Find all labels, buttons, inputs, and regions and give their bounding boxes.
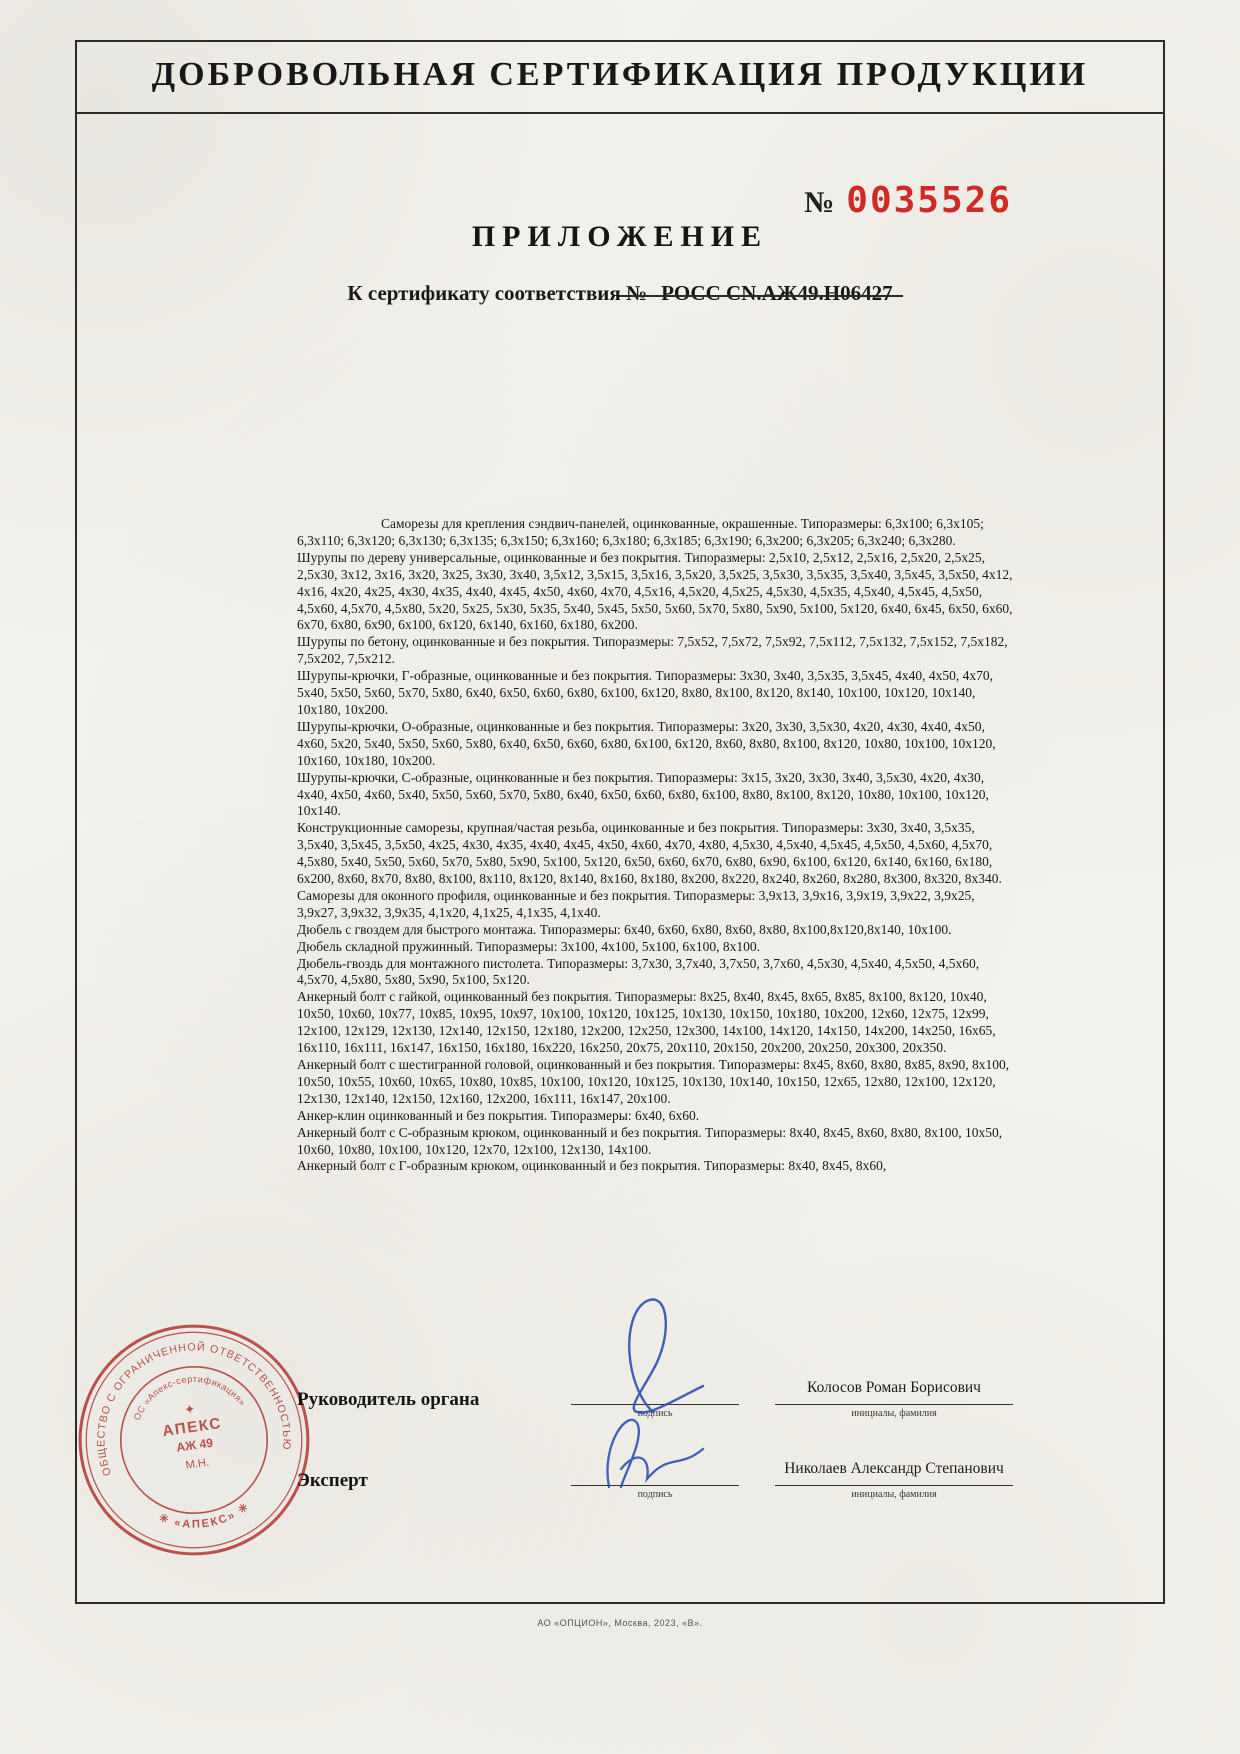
product-paragraph: Анкерный болт с Г-образным крюком, оцинкованный и без покрытия. Типоразмеры: 8х40, 8х45, 8х60, — [297, 1158, 887, 1174]
product-paragraph: Шурупы по бетону, оцинкованные и без покрытия. Типоразмеры: 7,5х52, 7,5х72, 7,5х92, 7,5х112, 7,5х132, 7,5х152, 7,5х182, 7,5х202, 7,5х212. — [297, 634, 1008, 667]
signature-caption: подпись — [637, 1489, 673, 1500]
product-paragraph: Саморезы для крепления сэндвич-панелей, оцинкованные, окрашенные. Типоразмеры: 6,3х100; 6,3х105; 6,3х110; 6,3х120; 6,3х130; 6,3х135; 6,3х150; 6,3х160; 6,3х180; 6,3х185; 6,3х190; 6,3х200; 6,3х205; 6,3х240; 6,3х280. — [297, 516, 984, 548]
appendix-title: ПРИЛОЖЕНИЕ — [471, 220, 769, 253]
expert-signature-line — [571, 1449, 739, 1486]
name-caption: инициалы, фамилия — [851, 1408, 937, 1419]
print-house-footer: АО «ОПЦИОН», Москва, 2023, «В». — [537, 1618, 703, 1628]
header-divider — [75, 112, 1165, 114]
head-name-field — [775, 1379, 1013, 1419]
name-caption: инициалы, фамилия — [851, 1489, 937, 1500]
stamp-center-name: АПЕКС — [161, 1414, 223, 1441]
product-paragraph: Саморезы для оконного профиля, оцинкованные и без покрытия. Типоразмеры: 3,9х13, 3,9х16, 3,9х19, 3,9х22, 3,9х25, 3,9х27, 3,9х32, 3,9х35, 4,1х20, 4,1х25, 4,1х35, 4,1х40. — [297, 887, 975, 920]
certificate-reference-label: К сертификату соответствия № — [347, 281, 648, 305]
expert-name-field — [775, 1460, 1013, 1500]
product-paragraph: Анкерный болт с гайкой, оцинкованный без покрытия. Типоразмеры: 8х25, 8х40, 8х45, 8х65, 8х85, 8х100, 8х120, 10х40, 10х50, 10х60, 10х77, 10х85, 10х95, 10х97, 10х100, 10х120, 10х125, 10х130, 10х150, 10х180, 10х200, 12х60, 12х75, 12х99, 12х100, 12х129, 12х130, 12х140, 12х150, 12х180, 12х200, 12х250, 12х300, 14х100, 14х120, 14х150, 14х200, 14х250, 16х65, 16х110, 16х111, 16х147, 16х150, 16х180, 16х220, 16х250, 20х75, 20х110, 20х150, 20х200, 20х250, 20х300, 20х350. — [297, 989, 996, 1056]
expert-signature-field — [571, 1449, 739, 1500]
head-of-body-label: Руководитель органа — [297, 1389, 480, 1410]
document-number-value: 0035526 — [846, 180, 1012, 221]
product-paragraph: Дюбель-гвоздь для монтажного пистолета. Типоразмеры: 3,7х30, 3,7х40, 3,7х50, 3,7х60, 4,5х30, 4,5х40, 4,5х50, 4,5х60, 4,5х70, 4,5х80, 5х80, 5х90, 5х100, 5х120. — [297, 955, 980, 988]
document-number — [804, 180, 1012, 221]
product-paragraph: Конструкционные саморезы, крупная/частая резьба, оцинкованные и без покрытия. Типоразмеры: 3х30, 3х40, 3,5х35, 3,5х40, 3,5х45, 3,5х50, 4х25, 4х30, 4х35, 4х40, 4х45, 4х50, 4х60, 4х70, 4х80, 4,5х30, 4,5х40, 4,5х45, 4,5х50, 4,5х60, 4,5х70, 4,5х80, 5х40, 5х50, 5х60, 5х70, 5х80, 5х90, 5х100, 5х120, 6х50, 6х60, 6х70, 6х80, 6х90, 6х100, 6х120, 6х140, 6х160, 6х180, 6х200, 8х60, 8х70, 8х80, 8х100, 8х110, 8х120, 8х140, 8х160, 8х180, 8х200, 8х220, 8х240, 8х260, 8х280, 8х300, 8х320, 8х340. — [297, 820, 1002, 887]
certificate-number-strike-line — [619, 295, 902, 297]
signature-caption: подпись — [637, 1408, 673, 1419]
product-paragraph: Анкерный болт с шестигранной головой, оцинкованный и без покрытия. Типоразмеры: 8х45, 8х60, 8х80, 8х85, 8х90, 8х100, 10х50, 10х55, 10х60, 10х65, 10х80, 10х85, 10х100, 10х120, 10х125, 10х130, 10х140, 10х150, 12х65, 12х80, 12х100, 12х120, 12х130, 12х140, 12х150, 12х160, 12х200, 16х111, 16х147, 20х100. — [297, 1057, 1010, 1106]
stamp-outer-text: ОБЩЕСТВО С ОГРАНИЧЕННОЙ ОТВЕТСТВЕННОСТЬЮ — [95, 1341, 293, 1478]
expert-signature-stroke — [575, 1391, 725, 1501]
document-header-title: ДОБРОВОЛЬНАЯ СЕРТИФИКАЦИЯ ПРОДУКЦИИ — [151, 56, 1089, 93]
product-paragraph: Шурупы по дереву универсальные, оцинкованные и без покрытия. Типоразмеры: 2,5х10, 2,5х12, 2,5х16, 2,5х20, 2,5х25, 2,5х30, 3х12, 3х16, 3х20, 3х25, 3х30, 3х40, 3,5х12, 3,5х15, 3,5х16, 3,5х20, 3,5х25, 3,5х30, 3,5х35, 3,5х40, 3,5х45, 3,5х50, 4х12, 4х16, 4х20, 4х25, 4х30, 4х35, 4х40, 4х45, 4х50, 4х60, 4х70, 4,5х16, 4,5х20, 4,5х25, 4,5х30, 4,5х35, 4,5х40, 4,5х45, 4,5х50, 4,5х60, 4,5х70, 4,5х80, 5х20, 5х25, 5х30, 5х35, 5х40, 5х45, 5х50, 5х60, 5х70, 5х80, 5х90, 5х100, 5х120, 6х40, 6х45, 6х50, 6х60, 6х70, 6х80, 6х90, 6х100, 6х120, 6х140, 6х160, 6х180, 6х200. — [297, 549, 1013, 633]
product-paragraph: Шурупы-крючки, С-образные, оцинкованные и без покрытия. Типоразмеры: 3х15, 3х20, 3х30, 3х40, 3,5х30, 4х20, 4х30, 4х40, 4х50, 4х60, 5х40, 5х50, 5х60, 5х70, 5х80, 6х40, 6х50, 6х60, 6х80, 6х100, 8х80, 8х100, 8х120, 10х80, 10х100, 10х120, 10х140. — [297, 769, 989, 819]
expert-label: Эксперт — [297, 1470, 368, 1491]
expert-name: Николаев Александр Степанович — [775, 1460, 1013, 1486]
certificate-number-wrap — [661, 281, 892, 306]
certificate-reference-line — [75, 281, 1165, 306]
svg-text:✳ «АПЕКС» ✳ — [156, 1499, 255, 1536]
product-type-list — [297, 516, 1013, 1362]
stamp-center-initials: М.Н. — [184, 1456, 210, 1472]
product-paragraph: Анкер-клин оцинкованный и без покрытия. Типоразмеры: 6х40, 6х60. — [297, 1107, 700, 1123]
certificate-number: РОСС CN.АЖ49.Н06427 — [661, 281, 893, 305]
product-paragraph: Дюбель складной пружинный. Типоразмеры: 3х100, 4х100, 5х100, 6х100, 8х100. — [297, 938, 760, 954]
signature-row-expert — [297, 1449, 1013, 1500]
product-paragraph: Шурупы-крючки, Г-образные, оцинкованные и без покрытия. Типоразмеры: 3х30, 3х40, 3,5х35, 3,5х45, 4х40, 4х50, 4х70, 5х40, 5х50, 5х60, 5х70, 5х80, 6х40, 6х50, 6х60, 6х80, 6х100, 6х120, 8х80, 8х100, 8х120, 8х140, 10х100, 10х120, 10х140, 10х180, 10х200. — [297, 668, 994, 717]
stamp-inner-ring-text: ОС «Апекс-сертификация» — [131, 1374, 248, 1422]
stamp-emblem-icon: ✦ — [183, 1401, 197, 1418]
certification-stamp — [56, 1302, 332, 1578]
stamp-outer-bottom-text: ✳ «АПЕКС» ✳ — [157, 1500, 253, 1531]
head-name: Колосов Роман Борисович — [775, 1379, 1013, 1405]
stamp-center-code: АЖ 49 — [175, 1435, 214, 1455]
signature-block — [297, 1368, 1013, 1530]
product-paragraph: Анкерный болт с С-образным крюком, оцинкованный и без покрытия. Типоразмеры: 8х40, 8х45, 8х60, 8х80, 8х100, 10х50, 10х60, 10х80, 10х100, 10х120, 12х70, 12х100, 12х130, 14х100. — [297, 1124, 1003, 1157]
product-paragraph: Дюбель с гвоздем для быстрого монтажа. Типоразмеры: 6х40, 6х60, 6х80, 8х60, 8х80, 8х100,8х120,8х140, 10х100. — [297, 921, 952, 937]
number-sign: № — [804, 186, 835, 219]
product-paragraph: Шурупы-крючки, О-образные, оцинкованные и без покрытия. Типоразмеры: 3х20, 3х30, 3,5х30, 4х20, 4х30, 4х40, 4х50, 4х60, 5х20, 5х40, 5х50, 5х60, 5х80, 6х40, 6х50, 6х60, 6х80, 6х100, 6х120, 8х60, 8х80, 8х100, 8х120, 10х80, 10х100, 10х120, 10х160, 10х180, 10х200. — [297, 718, 996, 768]
